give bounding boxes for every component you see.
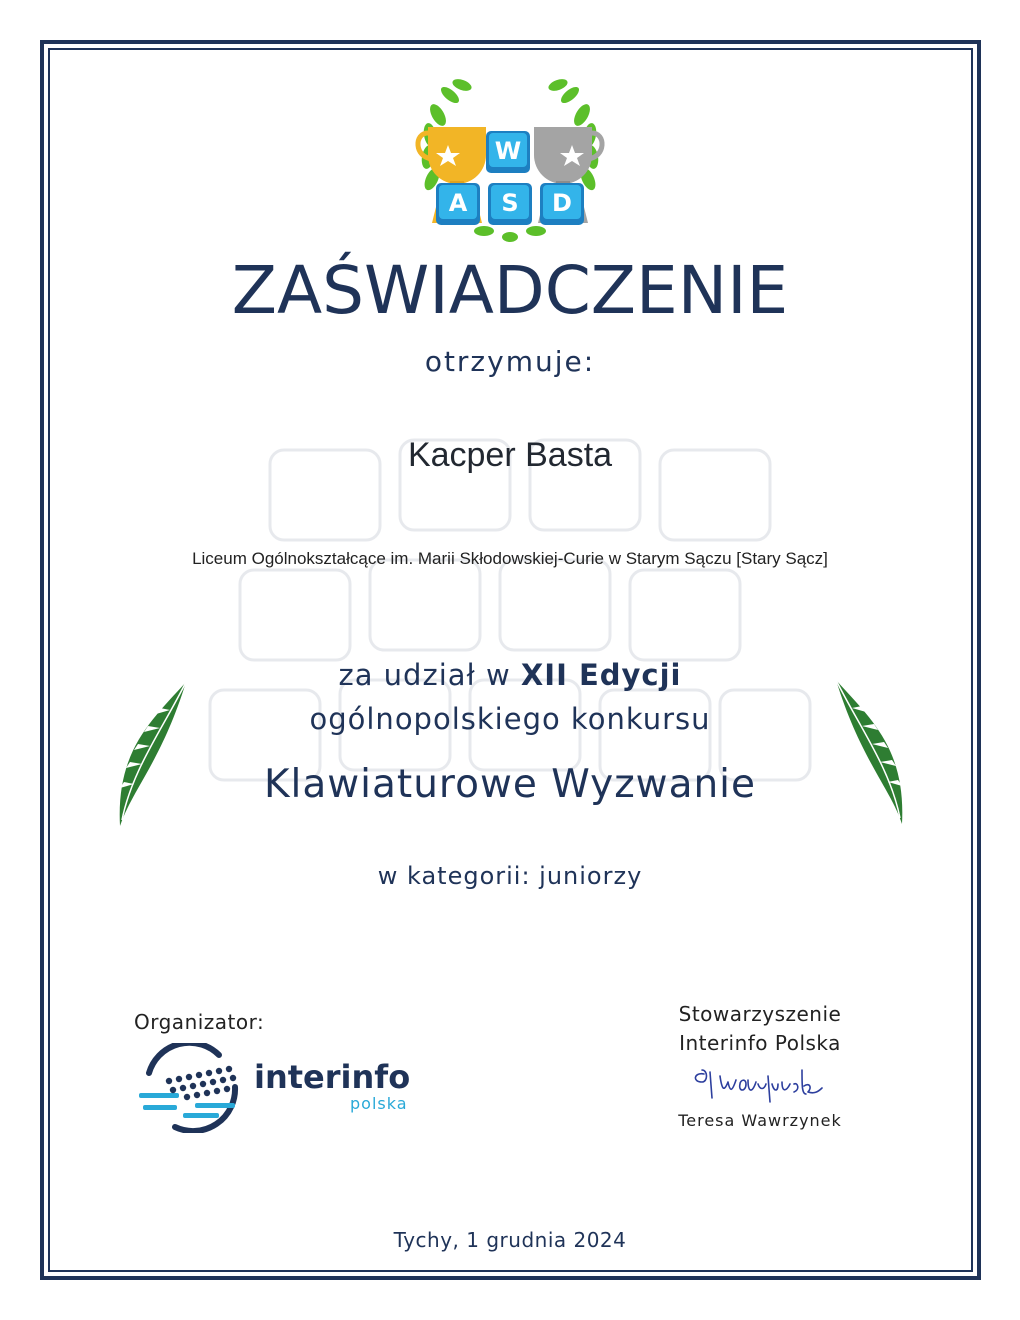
school-name: Liceum Ogólnokształcące im. Marii Skłodowskiej-Curie w Starym Sączu [Stary Sącz] (192, 549, 828, 568)
leaf-decoration-right-icon (830, 678, 910, 828)
place-date: Tychy, 1 grudnia 2024 (393, 1228, 627, 1252)
association-line2: Interinfo Polska (679, 1031, 841, 1055)
edition-label: XII Edycji (520, 658, 682, 692)
key-s: S (501, 189, 519, 217)
association-line1: Stowarzyszenie (678, 1002, 842, 1026)
key-d: D (552, 189, 572, 217)
participation-prefix: za udział w (338, 658, 521, 692)
organizer-name: interinfo (254, 1058, 411, 1096)
key-w: W (494, 137, 522, 165)
certificate-subtitle: otrzymuje: (424, 345, 596, 378)
organizer-label: Organizator: (134, 1010, 265, 1034)
leaf-decoration-left-icon (112, 680, 192, 830)
contest-name: Klawiaturowe Wyzwanie (263, 762, 757, 807)
association-name (620, 1000, 900, 1058)
signer-name: Teresa Wawrzynek (678, 1111, 842, 1130)
wasd-trophy-logo (410, 75, 610, 245)
recipient-name: Kacper Basta (407, 436, 613, 474)
organizer-sub: polska (350, 1094, 408, 1113)
contest-scope: ogólnopolskiego konkursu (309, 702, 711, 736)
signature-icon (690, 1062, 840, 1106)
certificate-title: ZAŚWIADCZENIE (231, 252, 789, 329)
key-a: A (448, 189, 468, 217)
category-label: w kategorii: juniorzy (377, 862, 643, 890)
